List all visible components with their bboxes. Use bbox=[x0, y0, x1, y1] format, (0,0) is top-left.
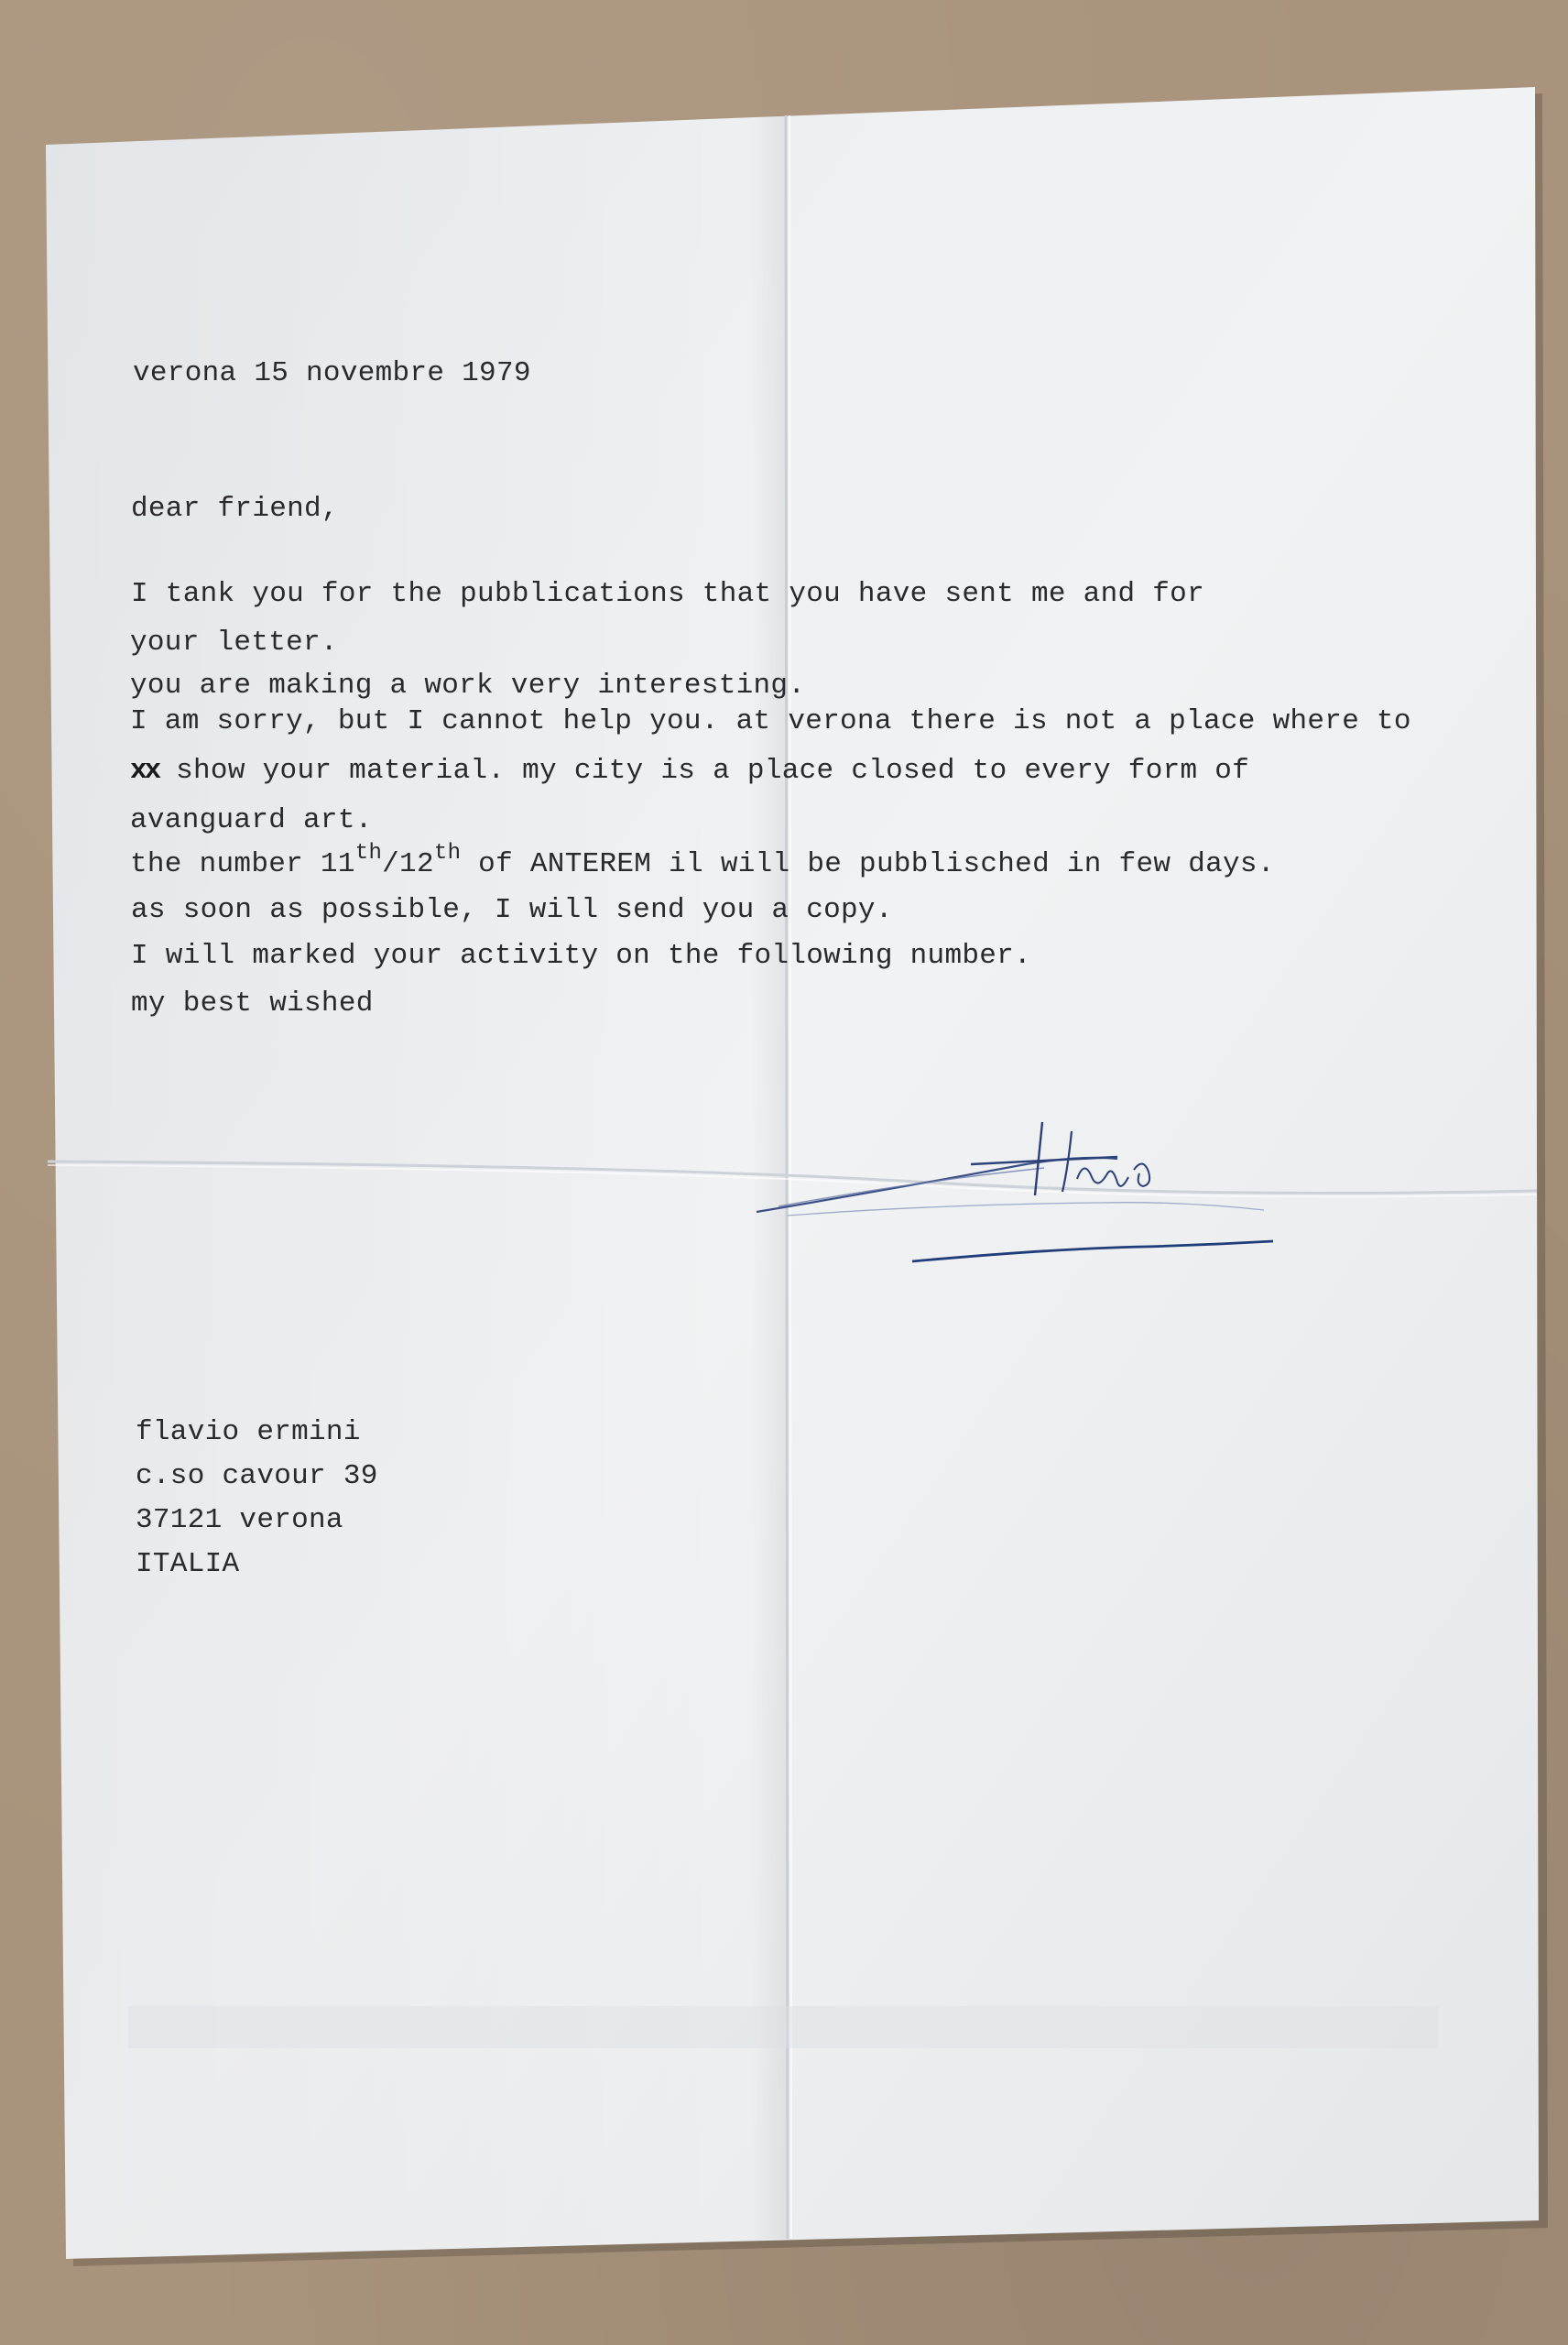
sender-city: 37121 verona bbox=[136, 1504, 343, 1536]
sender-name: flavio ermini bbox=[136, 1416, 361, 1448]
letter-line-7-mid: /12 bbox=[382, 848, 434, 880]
letter-line-1: I tank you for the pubblications that you have sent me and for bbox=[131, 578, 1204, 610]
letter-salutation: dear friend, bbox=[131, 493, 339, 525]
ordinal-suffix-1: th bbox=[354, 841, 383, 866]
sender-country: ITALIA bbox=[136, 1548, 240, 1580]
letter-line-5-text: show your material. my city is a place closed to every form of bbox=[158, 755, 1250, 787]
letter-line-4: I am sorry, but I cannot help you. at verona there is not a place where to bbox=[130, 705, 1411, 737]
letter-line-3: you are making a work very interesting. bbox=[130, 670, 806, 702]
letter-line-7-end: of ANTEREM il will be pubblisched in few days. bbox=[461, 848, 1275, 880]
letter-line-5 bbox=[130, 757, 1249, 785]
letter-line-2: your letter. bbox=[130, 627, 338, 659]
letter-line-7 bbox=[130, 841, 1275, 880]
letter-line-8: as soon as possible, I will send you a copy. bbox=[131, 894, 893, 926]
letter-line-6: avanguard art. bbox=[130, 804, 373, 836]
handwritten-signature bbox=[751, 1104, 1301, 1269]
ordinal-suffix-2: th bbox=[433, 841, 462, 866]
struck-characters: xx bbox=[130, 755, 159, 787]
letter-line-9: I will marked your activity on the following number. bbox=[131, 940, 1031, 972]
letter-line-7-start: the number 11 bbox=[130, 848, 355, 880]
letter-line-10: my best wished bbox=[131, 987, 374, 1020]
sender-street: c.so cavour 39 bbox=[136, 1460, 378, 1492]
letter-date: verona 15 novembre 1979 bbox=[133, 357, 531, 389]
